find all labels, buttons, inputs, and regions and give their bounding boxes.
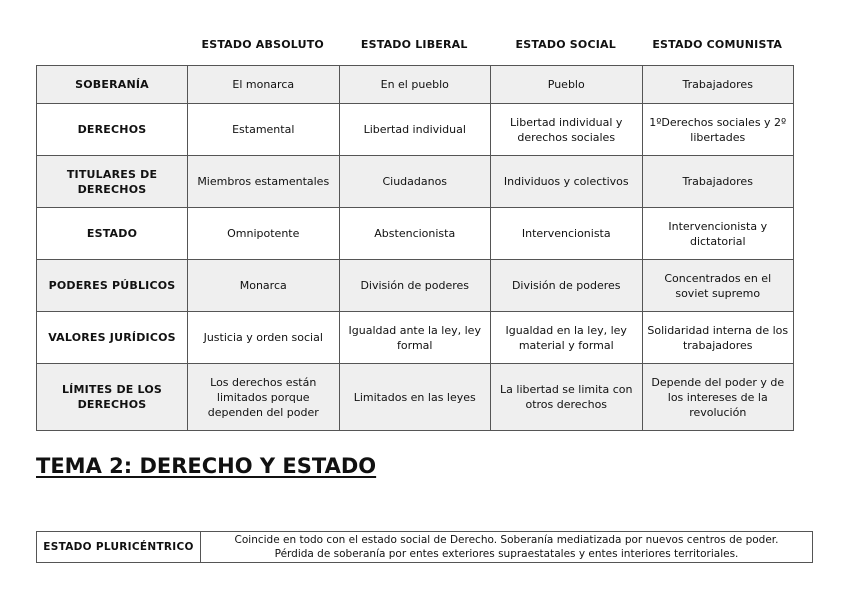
column-header-absoluto: ESTADO ABSOLUTO bbox=[201, 38, 324, 51]
table-cell: Individuos y colectivos bbox=[491, 156, 643, 208]
table-cell: 1ºDerechos sociales y 2º libertades bbox=[642, 104, 794, 156]
row-header: LÍMITES DE LOS DERECHOS bbox=[37, 364, 188, 431]
table-cell: El monarca bbox=[188, 66, 340, 104]
table-cell: En el pueblo bbox=[339, 66, 491, 104]
table-cell: División de poderes bbox=[339, 260, 491, 312]
column-header-liberal: ESTADO LIBERAL bbox=[360, 38, 468, 51]
table-row-titulares bbox=[37, 156, 794, 208]
column-header-social: ESTADO SOCIAL bbox=[515, 38, 616, 51]
column-headers bbox=[187, 38, 793, 51]
table-cell: Depende del poder y de los intereses de la revolución bbox=[642, 364, 794, 431]
section-title: TEMA 2: DERECHO Y ESTADO bbox=[36, 454, 377, 478]
table-cell: Ciudadanos bbox=[339, 156, 491, 208]
table-cell: Justicia y orden social bbox=[188, 312, 340, 364]
row-header: SOBERANÍA bbox=[37, 66, 188, 104]
description-line: Pérdida de soberanía por entes exteriores supraestatales y entes interiores territoriales. bbox=[274, 548, 739, 560]
table-cell: Igualdad en la ley, ley material y formal bbox=[491, 312, 643, 364]
table-cell: Intervencionista bbox=[491, 208, 643, 260]
table-cell: Pueblo bbox=[491, 66, 643, 104]
table-cell: Concentrados en el soviet supremo bbox=[642, 260, 794, 312]
table-cell: Omnipotente bbox=[188, 208, 340, 260]
table-row-estado bbox=[37, 208, 794, 260]
table-cell: División de poderes bbox=[491, 260, 643, 312]
comparison-table bbox=[36, 65, 794, 431]
table-cell: La libertad se limita con otros derechos bbox=[491, 364, 643, 431]
table-cell: Limitados en las leyes bbox=[339, 364, 491, 431]
table-row-limites bbox=[37, 364, 794, 431]
table-row-pluricentrico bbox=[37, 532, 813, 563]
table-row-poderes bbox=[37, 260, 794, 312]
description-line: Coincide en todo con el estado social de Derecho. Soberanía mediatizada por nuevos centros de poder. bbox=[234, 534, 779, 546]
row-header: ESTADO bbox=[37, 208, 188, 260]
row-header: ESTADO PLURICÉNTRICO bbox=[37, 532, 201, 563]
row-header: DERECHOS bbox=[37, 104, 188, 156]
table-cell: Intervencionista y dictatorial bbox=[642, 208, 794, 260]
table-row-derechos bbox=[37, 104, 794, 156]
table-cell: Libertad individual y derechos sociales bbox=[491, 104, 643, 156]
table-cell: Abstencionista bbox=[339, 208, 491, 260]
table-row-soberania bbox=[37, 66, 794, 104]
table-cell: Solidaridad interna de los trabajadores bbox=[642, 312, 794, 364]
row-header: TITULARES DE DERECHOS bbox=[37, 156, 188, 208]
table-cell: Trabajadores bbox=[642, 66, 794, 104]
pluricentrico-description bbox=[201, 532, 813, 563]
table-cell: Los derechos están limitados porque dependen del poder bbox=[188, 364, 340, 431]
pluricentrico-table bbox=[36, 531, 813, 563]
table-row-valores bbox=[37, 312, 794, 364]
table-cell: Miembros estamentales bbox=[188, 156, 340, 208]
table-cell: Estamental bbox=[188, 104, 340, 156]
column-header-comunista: ESTADO COMUNISTA bbox=[652, 38, 783, 51]
table-cell: Trabajadores bbox=[642, 156, 794, 208]
table-cell: Igualdad ante la ley, ley formal bbox=[339, 312, 491, 364]
table-cell: Libertad individual bbox=[339, 104, 491, 156]
row-header: VALORES JURÍDICOS bbox=[37, 312, 188, 364]
row-header: PODERES PÚBLICOS bbox=[37, 260, 188, 312]
table-cell: Monarca bbox=[188, 260, 340, 312]
